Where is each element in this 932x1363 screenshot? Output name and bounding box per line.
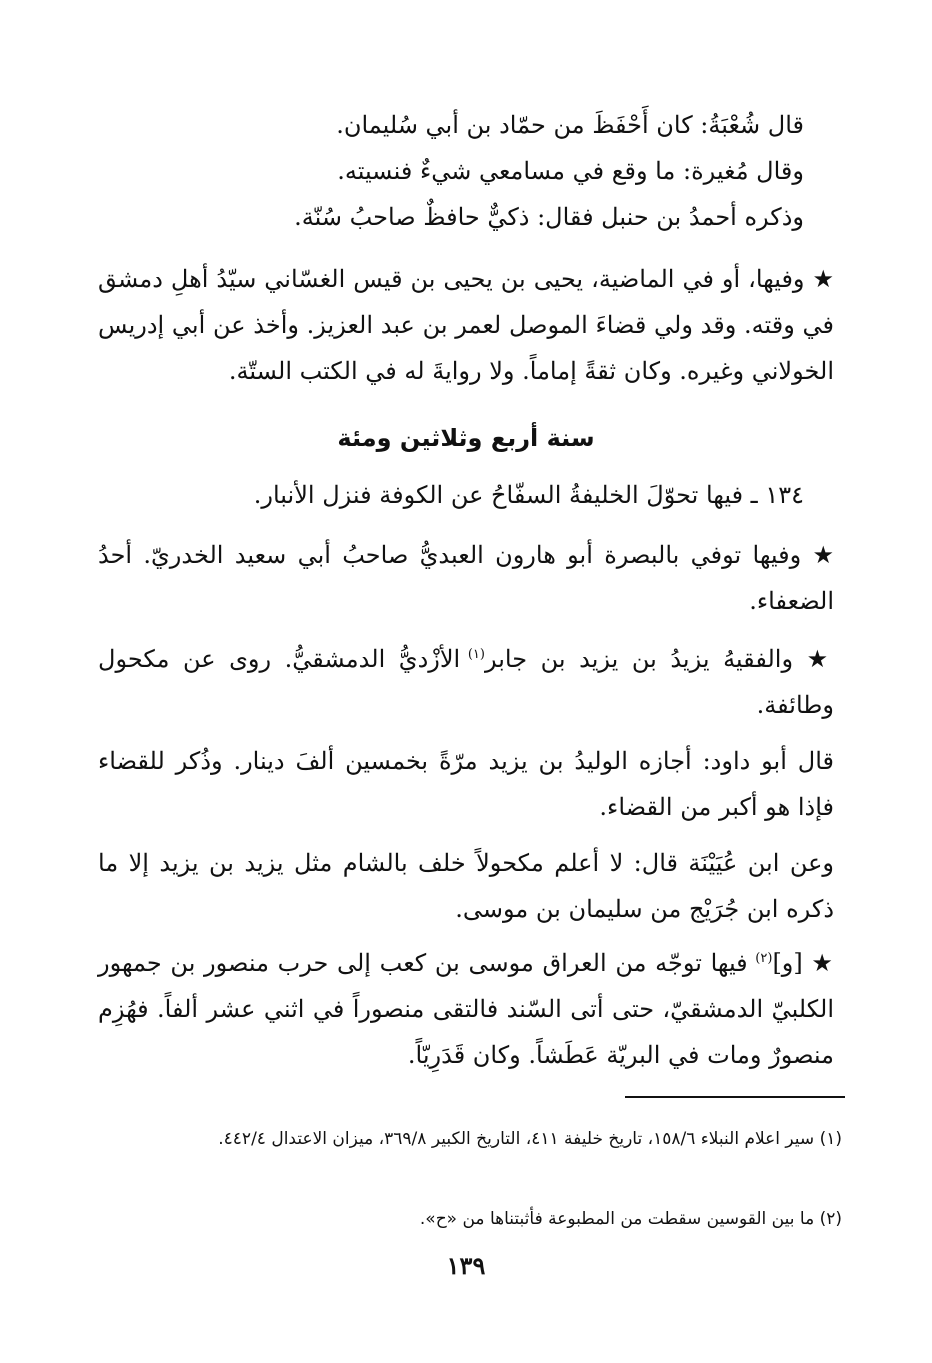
- quote-shuba: قال شُعْبَةُ: كان أَحْفَظَ من حمّاد بن أبي سُليمان.: [336, 111, 804, 139]
- footnote-divider: [625, 1096, 845, 1098]
- footnote-2: (٢) ما بين القوسين سقطت من المطبوعة فأثبتناها من «ح».: [419, 1209, 842, 1229]
- footnote-ref-2: (٢): [755, 951, 773, 966]
- page-number: ١٣٩: [446, 1251, 486, 1280]
- quote-ahmad: وذكره أحمدُ بن حنبل فقال: ذكيٌّ حافظٌ صاحبُ سُنّة.: [294, 203, 804, 231]
- entry-yazid: [98, 636, 834, 728]
- entry-abu-harun: ★ وفيها توفي بالبصرة أبو هارون العبديُّ صاحبُ أبي سعيد الخدريّ. أحدُ الضعفاء.: [98, 541, 834, 615]
- entry-musa-text-2: فيها توجّه من العراق موسى بن كعب إلى حرب منصور بن جمهور الكلبيّ الدمشقيّ، حتى أتى السّند فالتقى منصوراً في اثني عشر ألفاً. فهُزِم منصورٌ ومات في البريّة عَطَشاً. وكان قَدَرِيّاً.: [98, 949, 834, 1069]
- section-heading: سنة أربع وثلاثين ومئة: [337, 424, 595, 452]
- year-entry: ١٣٤ ـ فيها تحوّلَ الخليفةُ السفّاحُ عن الكوفة فنزل الأنبار.: [253, 481, 804, 509]
- footnote-ref-1: (١): [467, 647, 485, 662]
- footnote-1: (١) سير اعلام النبلاء ١٥٨/٦، تاريخ خليفة ٤١١، التاريخ الكبير ٣٦٩/٨، ميزان الاعتدال ٤٤٢/٤.: [218, 1129, 842, 1149]
- entry-musa-text-1: ★ [و]: [772, 949, 834, 977]
- ibn-uyayna-quote: وعن ابن عُيَيْنَة قال: لا أعلم مكحولاً خلف بالشام مثل يزيد بن يزيد إلا ما ذكره ابن جُرَيْج من سليمان بن موسى.: [98, 849, 834, 923]
- entry-yazid-text-2: الأزْديُّ الدمشقيُّ. روى عن مكحول وطائفة.: [98, 645, 834, 719]
- entry-yazid-text-1: ★ والفقيهُ يزيدُ بن يزيد بن جابر: [484, 645, 835, 673]
- abu-dawud-quote: قال أبو داود: أجازه الوليدُ بن يزيد مرّةً بخمسين ألفَ دينار. وذُكر للقضاء فإذا هو أكبر من القضاء.: [98, 747, 834, 821]
- entry-yahya: ★ وفيها، أو في الماضية، يحيى بن يحيى بن قيس الغسّاني سيّدُ أهلِ دمشق في وقته. وقد ولي قضاءَ الموصل لعمر بن عبد العزيز. وأخذ عن أبي إدريس الخولاني وغيره. وكان ثقةً إماماً. ولا روايةَ له في الكتب الستّة.: [98, 265, 834, 385]
- quote-mughira: وقال مُغيرة: ما وقع في مسامعي شيءٌ فنسيته.: [337, 157, 804, 185]
- entry-musa: [98, 940, 834, 1078]
